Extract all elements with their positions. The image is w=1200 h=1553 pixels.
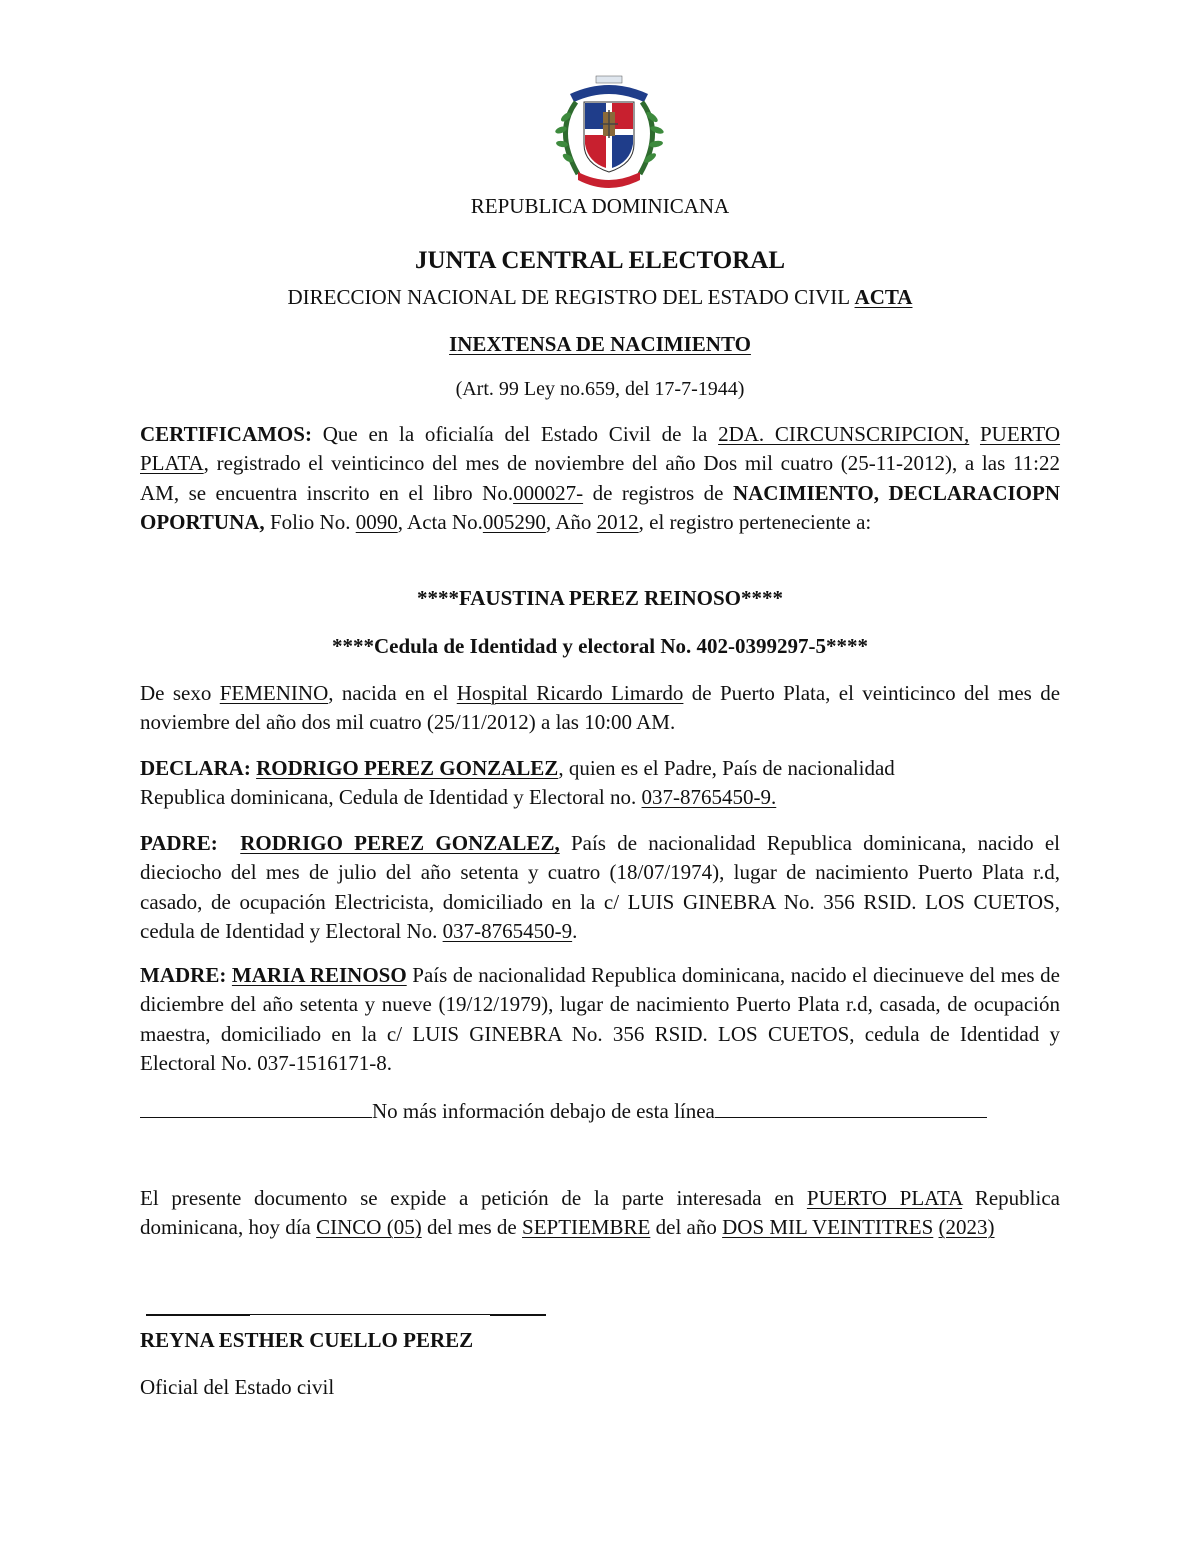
- coat-of-arms-icon: [548, 72, 670, 188]
- signature-line-right: [490, 1314, 546, 1316]
- institution-title: JUNTA CENTRAL ELECTORAL: [415, 247, 785, 274]
- signature-line-middle: [250, 1314, 490, 1315]
- issued-text-1: El presente documento se expide a petición de la parte interesada en: [140, 1186, 795, 1210]
- registry-year: 2012: [596, 509, 639, 534]
- certificamos-text-4: Folio No.: [269, 509, 351, 534]
- signature-line-left: [146, 1314, 250, 1316]
- issued-city: PUERTO PLATA: [806, 1186, 963, 1210]
- document-type: INEXTENSA DE NACIMIENTO: [449, 332, 751, 356]
- issued-text-4: del año: [655, 1215, 717, 1240]
- end-of-info-line: [140, 1097, 1060, 1126]
- certificamos-text-1: Que en la oficialía del Estado Civil de la: [322, 422, 708, 446]
- declarant-name: RODRIGO PEREZ GONZALEZ: [256, 756, 559, 780]
- issued-year-words: DOS MIL VEINTITRES: [722, 1215, 934, 1240]
- declara-text-1: , quien es el Padre, País de nacionalidad: [558, 756, 895, 780]
- declara-text-2: Republica dominicana, Cedula de Identidad y Electoral no.: [140, 785, 637, 810]
- certificamos-text-5: , Acta No.: [397, 509, 483, 534]
- certificamos-label: CERTIFICAMOS:: [140, 422, 312, 446]
- direction-text: DIRECCION NACIONAL DE REGISTRO DEL ESTADO CIVIL: [287, 285, 850, 309]
- padre-text-1: País de nacionalidad Republica dominicana, nacido el dieciocho del mes de julio del año setenta y cuatro (18/07/1974), lugar de nacimiento Puerto Plata r.d, casado, de ocupación Electricista, domiciliado en la c/ LUIS GINEBRA No. 356 RSID. LOS CUETOS, cedula de Identidad y Electoral No.: [140, 831, 1061, 943]
- acta-number: 005290: [482, 509, 546, 534]
- issued-year-number: (2023): [938, 1215, 995, 1240]
- hospital-name: Hospital Ricardo Limardo: [456, 681, 684, 705]
- sex-value: FEMENINO: [219, 681, 329, 705]
- folio-number: 0090: [355, 509, 398, 534]
- issued-text-2: Republica dominicana, hoy día: [140, 1186, 1060, 1240]
- direction-heading: [140, 285, 1060, 310]
- padre-cedula: 037-8765450-9: [442, 918, 573, 943]
- madre-text-1: País de nacionalidad Republica dominicana, nacido el diecinueve del mes de diciembre del año setenta y nueve (19/12/1979), lugar de nacimiento Puerto Plata r.d, casada, de ocupación maestra, domiciliado en la c/ LUIS GINEBRA No. 356 RSID. LOS CUETOS, cedula de Identidad y Electoral No. 037-1516171-8.: [140, 963, 1061, 1075]
- end-line-right-rule: [715, 1099, 987, 1118]
- registry-type: NACIMIENTO, DECLARACIOPN OPORTUNA,: [140, 480, 1060, 534]
- registry-city: PUERTO PLATA: [140, 422, 1061, 476]
- end-line-left-rule: [140, 1099, 372, 1118]
- official-title: Oficial del Estado civil: [140, 1375, 335, 1399]
- madre-paragraph: [140, 961, 1060, 1078]
- certificamos-paragraph: [140, 420, 1060, 537]
- country-heading: REPUBLICA DOMINICANA: [470, 194, 730, 218]
- padre-label: PADRE:: [140, 831, 218, 855]
- declara-label: DECLARA:: [140, 756, 251, 780]
- issued-paragraph: [140, 1184, 1060, 1243]
- person-name: ****FAUSTINA PEREZ REINOSO****: [416, 586, 783, 610]
- libro-number: 000027-: [513, 480, 584, 505]
- madre-label: MADRE:: [140, 963, 227, 987]
- certificamos-text-3: de registros de: [592, 480, 724, 505]
- acta-word: ACTA: [854, 285, 913, 309]
- declara-paragraph: [140, 754, 1060, 813]
- person-cedula: ****Cedula de Identidad y electoral No. 402-0399297-5****: [331, 634, 869, 658]
- birth-paragraph: [140, 679, 1060, 738]
- official-name: REYNA ESTHER CUELLO PEREZ: [140, 1328, 474, 1352]
- issued-day: CINCO (05): [316, 1215, 422, 1240]
- padre-paragraph: [140, 829, 1060, 946]
- padre-text-2: .: [572, 918, 578, 943]
- madre-name: MARIA REINOSO: [231, 963, 407, 987]
- padre-name: RODRIGO PEREZ GONZALEZ,: [240, 831, 560, 855]
- declarant-cedula: 037-8765450-9.: [641, 785, 777, 810]
- certificamos-text-7: , el registro perteneciente a:: [638, 509, 872, 534]
- birth-text-2: , nacida en el: [328, 681, 449, 705]
- issued-month: SEPTIEMBRE: [522, 1215, 651, 1240]
- birth-text-1: De sexo: [140, 681, 212, 705]
- circunscripcion: 2DA. CIRCUNSCRIPCION,: [718, 422, 970, 446]
- certificamos-text-6: , Año: [545, 509, 592, 534]
- end-of-info-text: No más información debajo de esta línea: [372, 1099, 715, 1123]
- law-reference: (Art. 99 Ley no.659, del 17-7-1944): [455, 378, 745, 400]
- birth-text-3: de Puerto Plata, el veinticinco del mes de noviembre del año dos mil cuatro (25/11/2012) a las 10:00 AM.: [140, 681, 1061, 735]
- issued-text-3: del mes de: [426, 1215, 517, 1240]
- certificamos-text-2: , registrado el veinticinco del mes de noviembre del año Dos mil cuatro (25-11-2012), a las 11:22 AM, se encuentra inscrito en el libro No.: [140, 451, 1060, 505]
